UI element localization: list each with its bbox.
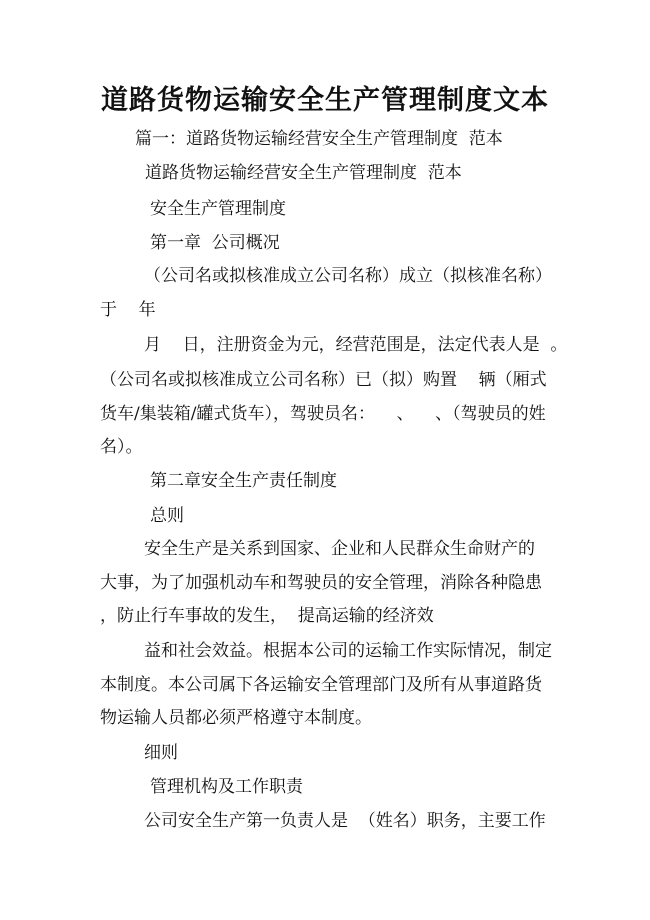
- chapter-heading-1: 篇一：道路货物运输经营安全生产管理制度 范本: [135, 129, 503, 149]
- section-heading: 总则: [150, 506, 184, 526]
- chapter-two-heading: 第二章安全生产责任制度: [150, 471, 337, 491]
- body-line: 本制度。本公司属下各运输安全管理部门及所有从事道路货: [100, 675, 542, 695]
- body-line: 货车/集装箱/罐式货车），驾驶员名： 、 、（驾驶员的姓: [100, 404, 546, 424]
- section-heading: 细则: [144, 743, 178, 763]
- subtitle-line: 道路货物运输经营安全生产管理制度 范本: [145, 163, 462, 183]
- section-heading: 安全生产管理制度: [150, 199, 286, 219]
- body-line: 名）。: [100, 437, 143, 457]
- chapter-one-heading: 第一章 公司概况: [150, 233, 280, 253]
- body-line: （公司名或拟核准成立公司名称）成立（拟核准名称）: [144, 266, 552, 286]
- body-line: 益和社会效益。根据本公司的运输工作实际情况，制定: [144, 641, 552, 661]
- body-line: （公司名或拟核准成立公司名称）已（拟）购置 辆（厢式: [100, 370, 547, 390]
- body-line: 月 日，注册资金为元，经营范围是，法定代表人是 。: [144, 335, 568, 355]
- body-line: 公司安全生产第一负责人是 （姓名）职务，主要工作: [144, 811, 546, 831]
- body-line: 安全生产是关系到国家、企业和人民群众生命财产的: [144, 539, 535, 559]
- body-line: 于 年: [100, 300, 156, 320]
- body-line: 大事，为了加强机动车和驾驶员的安全管理，消除各种隐患: [100, 573, 542, 593]
- body-line: 物运输人员都必须严格遵守本制度。: [100, 708, 372, 728]
- section-heading: 管理机构及工作职责: [150, 777, 303, 797]
- document-title: 道路货物运输安全生产管理制度文本: [101, 85, 549, 116]
- body-line: ，防止行车事故的发生， 提高运输的经济效: [100, 606, 434, 626]
